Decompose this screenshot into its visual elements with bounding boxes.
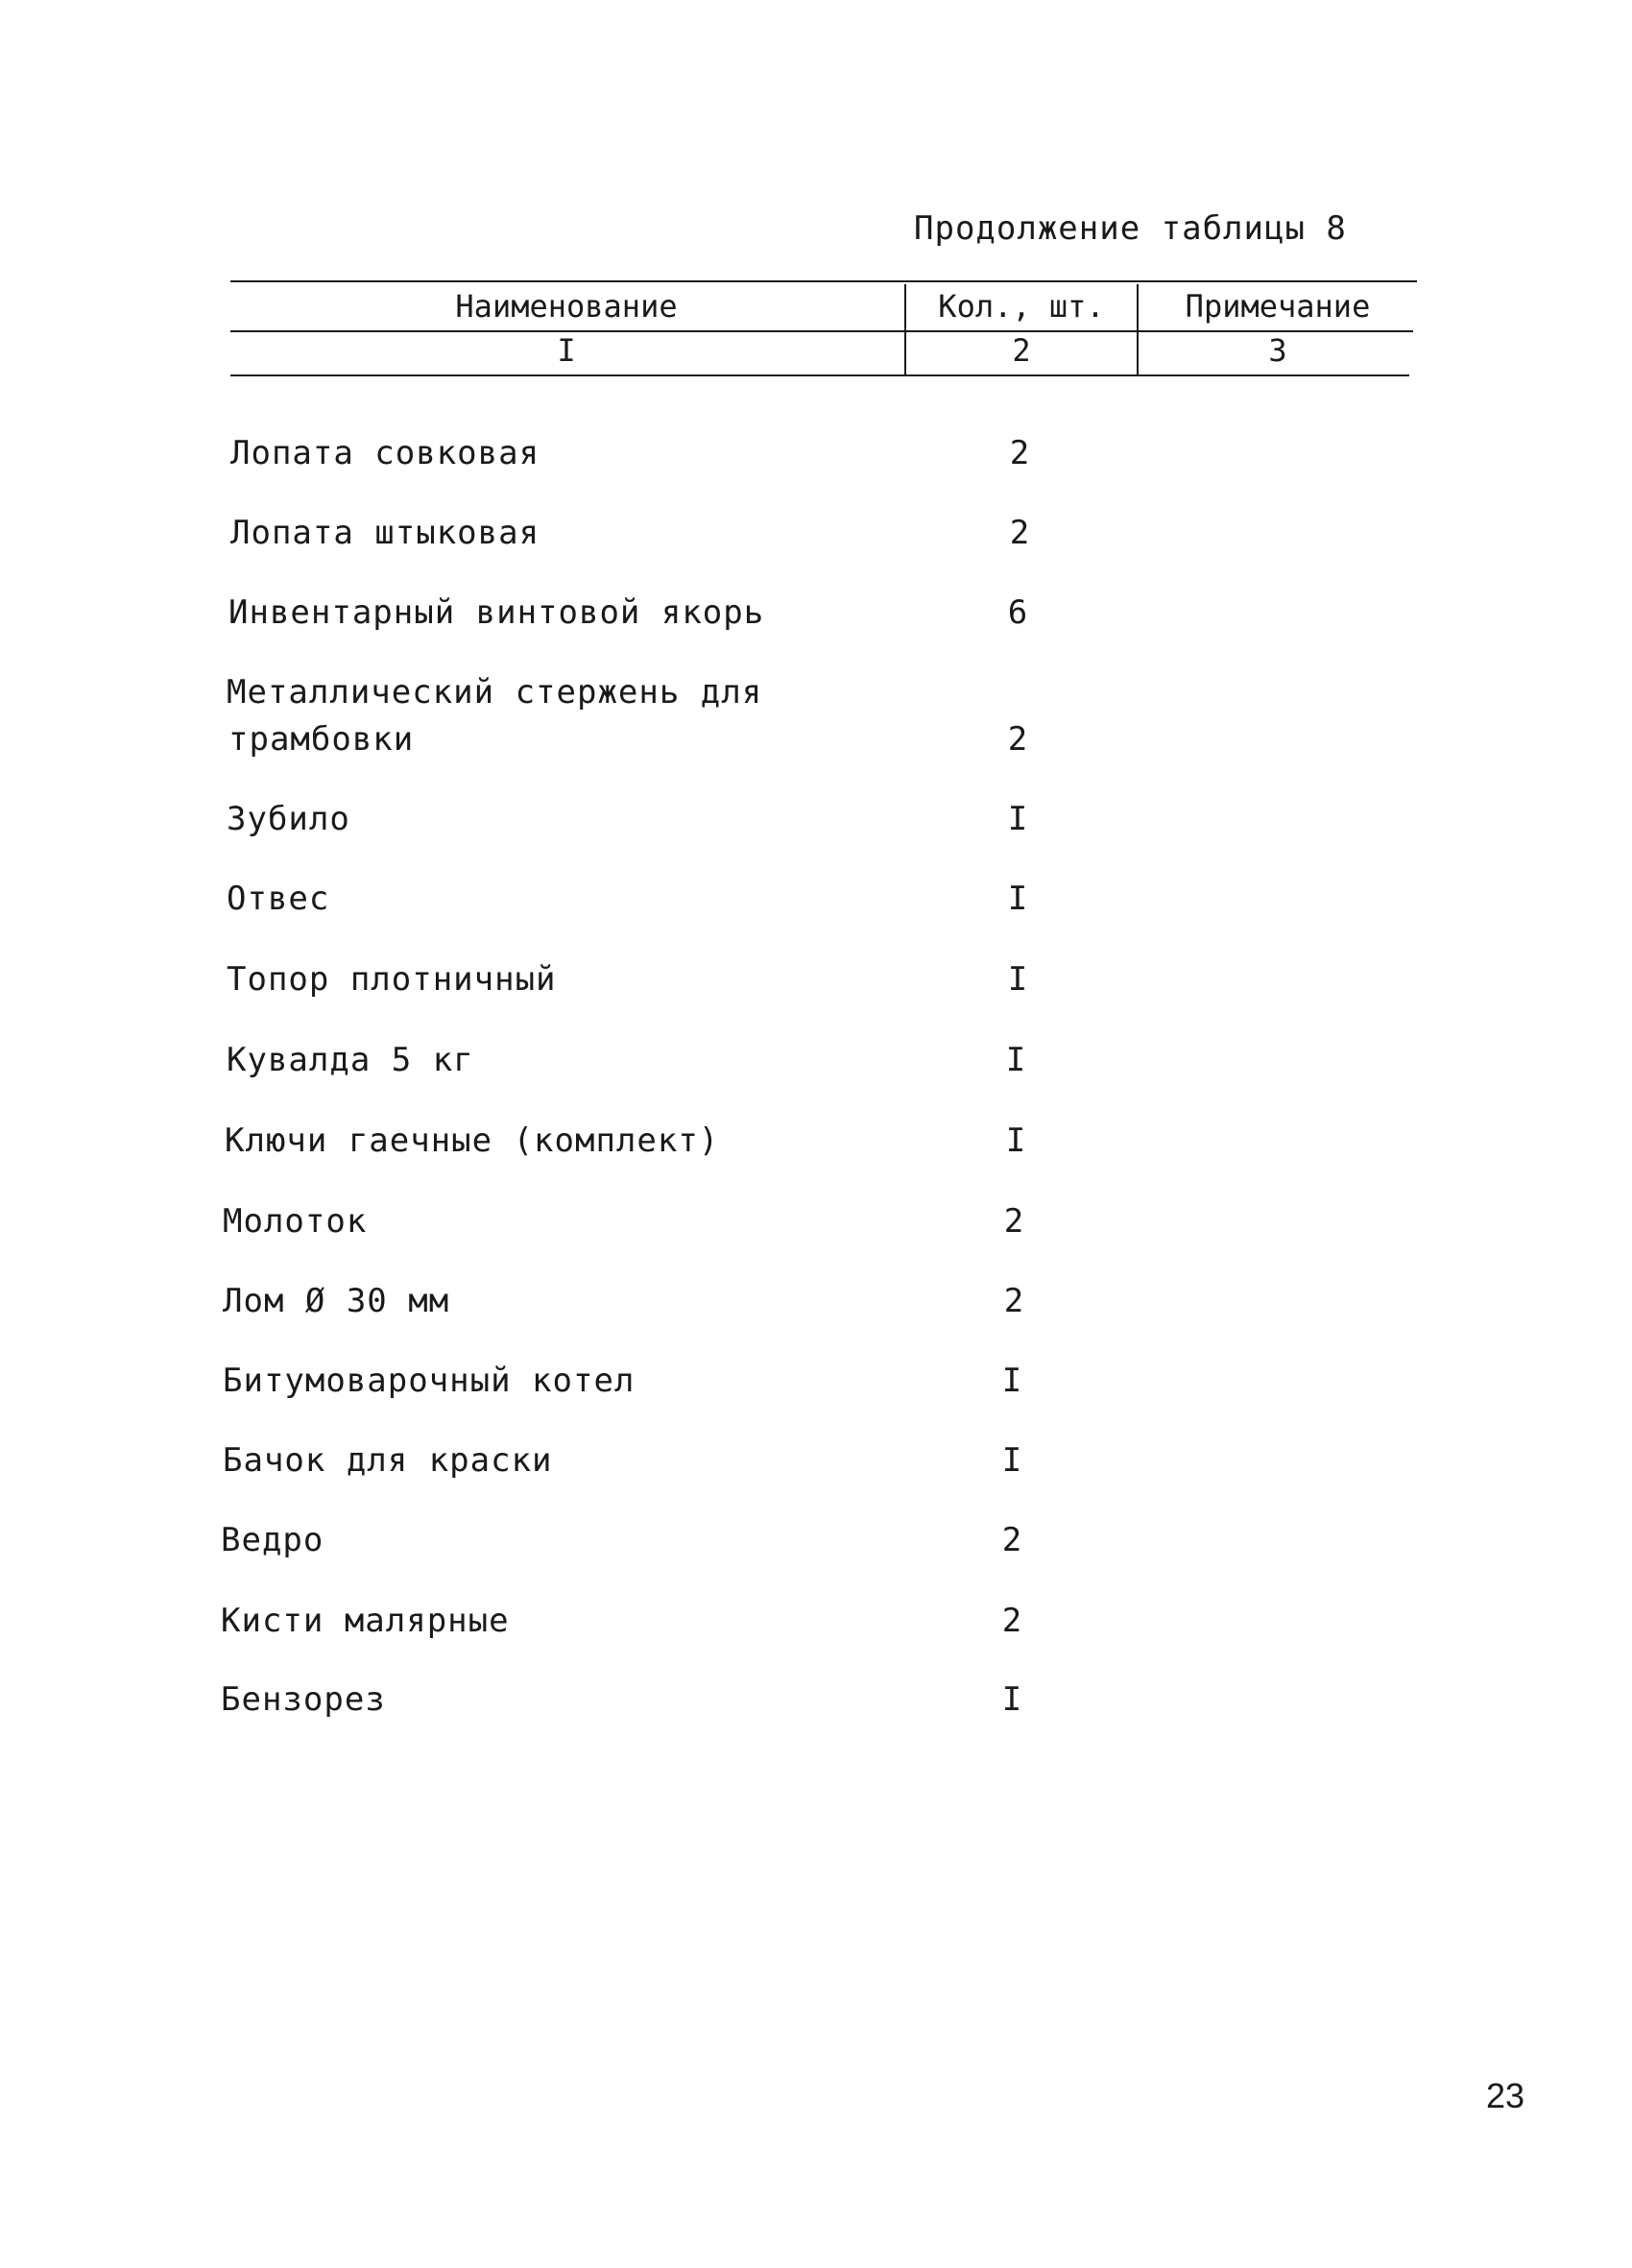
row-name: Кувалда 5 кг xyxy=(227,1041,474,1079)
table-caption: Продолжение таблицы 8 xyxy=(914,209,1347,248)
row-qty: I xyxy=(1007,800,1028,838)
header-bottom-rule xyxy=(230,374,1409,376)
row-qty: I xyxy=(1001,1362,1022,1400)
row-name: Кисти малярные xyxy=(221,1602,510,1640)
header-num-note: 3 xyxy=(1268,332,1287,369)
row-name: Инвентарный винтовой якорь xyxy=(228,593,765,632)
row-qty: 2 xyxy=(1003,1282,1024,1320)
row-qty: 2 xyxy=(1001,1602,1022,1640)
header-col-qty: Кол., шт. xyxy=(938,288,1105,325)
header-col-note: Примечание xyxy=(1185,288,1371,325)
row-qty: 2 xyxy=(1009,514,1030,552)
row-qty: I xyxy=(1005,1041,1026,1079)
row-qty: 6 xyxy=(1007,593,1028,632)
row-name: Лопата совковая xyxy=(230,434,540,472)
row-name: Битумоварочный котел xyxy=(223,1362,636,1400)
row-name: Зубило xyxy=(227,800,350,838)
row-qty: 2 xyxy=(1003,1202,1024,1241)
row-qty: I xyxy=(1007,880,1028,918)
row-qty: I xyxy=(1001,1441,1022,1480)
row-qty: 2 xyxy=(1001,1521,1022,1559)
row-qty: 2 xyxy=(1007,720,1028,759)
row-name: Бачок для краски xyxy=(223,1441,553,1480)
row-name: Молоток xyxy=(223,1202,368,1241)
row-name: Топор плотничный xyxy=(227,960,557,999)
row-name: Бензорез xyxy=(221,1680,386,1719)
row-name: Ведро xyxy=(221,1521,324,1559)
row-name: трамбовки xyxy=(228,720,415,759)
table-header xyxy=(230,280,1417,376)
row-name: Отвес xyxy=(227,880,330,918)
page-number: 23 xyxy=(1486,2076,1525,2115)
row-qty: I xyxy=(1001,1680,1022,1719)
row-name: Лом Ø 30 мм xyxy=(223,1282,450,1320)
row-qty: I xyxy=(1005,1122,1026,1160)
header-col-name: Наименование xyxy=(455,288,678,325)
header-num-name: I xyxy=(557,332,576,369)
row-qty: I xyxy=(1007,960,1028,999)
row-name: Лопата штыковая xyxy=(230,514,540,552)
header-top-rule xyxy=(230,280,1417,282)
header-num-qty: 2 xyxy=(1012,332,1031,369)
row-qty: 2 xyxy=(1009,434,1030,472)
row-name: Ключи гаечные (комплект) xyxy=(225,1122,720,1160)
row-name: Металлический стержень для xyxy=(227,673,763,712)
